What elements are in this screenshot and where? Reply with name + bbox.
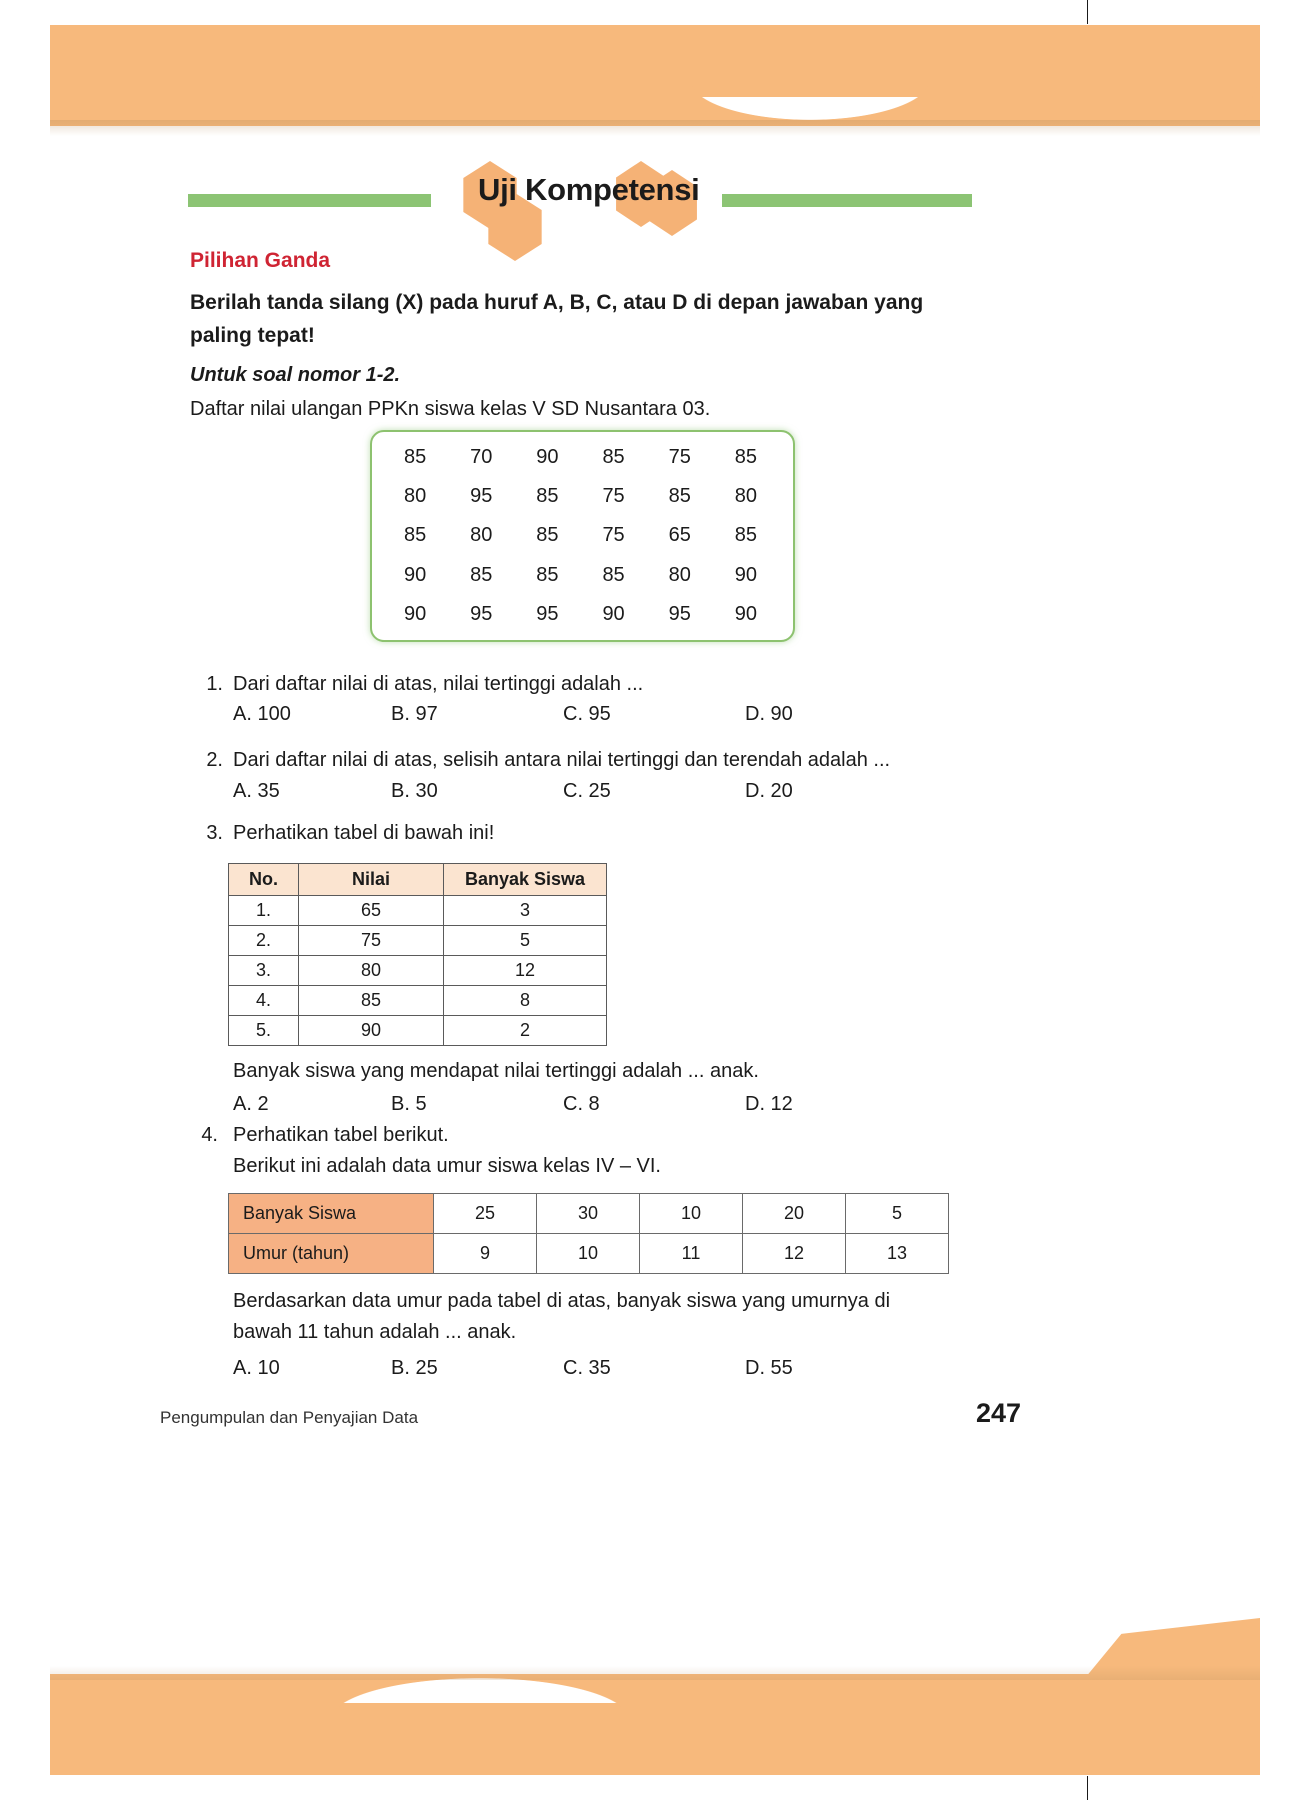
question-1-stem: Dari daftar nilai di atas, nilai tertinggi adalah ... — [233, 673, 644, 695]
question-2-option-b[interactable]: B. 30 — [391, 780, 438, 802]
score-cell: 70 — [470, 446, 493, 469]
question-4-followup-text: Berdasarkan data umur pada tabel di atas, banyak siswa yang umurnya di bawah 11 tahun adalah ... anak. — [233, 1290, 891, 1343]
question-3-stem: Perhatikan tabel di bawah ini! — [233, 822, 495, 844]
table-cell: 5. — [229, 1016, 299, 1046]
table-cell: 5 — [444, 926, 607, 956]
score-cell: 90 — [536, 446, 559, 469]
table-row — [229, 1016, 607, 1046]
question-3 — [195, 822, 995, 845]
question-4-stem: Perhatikan tabel berikut. — [233, 1124, 449, 1146]
question-4-number: 4. — [201, 1124, 218, 1146]
score-cell: 75 — [668, 446, 691, 469]
question-3-option-b[interactable]: B. 5 — [391, 1093, 427, 1115]
question-4-option-a[interactable]: A. 10 — [233, 1357, 280, 1379]
question-1-number: 1. — [206, 673, 223, 695]
score-cell: 85 — [734, 446, 758, 469]
data-caption: Daftar nilai ulangan PPKn siswa kelas V SD Nusantara 03. — [190, 398, 711, 420]
question-4-option-d[interactable]: D. 55 — [745, 1357, 793, 1379]
section-title-bar — [188, 160, 1088, 250]
table-nilai-header-no: No. — [229, 864, 299, 896]
table-cell: 20 — [743, 1194, 846, 1234]
table-cell: 2 — [444, 1016, 607, 1046]
table-row — [229, 1234, 949, 1274]
score-cell: 75 — [602, 485, 625, 508]
question-4 — [190, 1124, 990, 1147]
instruction-text: Berilah tanda silang (X) pada huruf A, B, C, atau D di depan jawaban yang paling tepat! — [190, 291, 924, 347]
score-cell: 85 — [536, 563, 559, 586]
bottom-band-shadow — [50, 1666, 1260, 1680]
table-row — [229, 926, 607, 956]
table-cell: 3. — [229, 956, 299, 986]
score-cell: 65 — [668, 524, 691, 547]
score-cell: 85 — [668, 485, 691, 508]
subsection-heading: Pilihan Ganda — [190, 249, 331, 272]
question-1-option-d[interactable]: D. 90 — [745, 703, 793, 725]
question-1 — [195, 673, 995, 696]
crop-mark-top-right — [1087, 0, 1088, 24]
score-cell: 90 — [734, 602, 758, 625]
footer-chapter-label: Pengumpulan dan Penyajian Data — [160, 1408, 419, 1427]
table-cell: 10 — [537, 1234, 640, 1274]
question-3-followup — [233, 1060, 1033, 1083]
table-cell: 4. — [229, 986, 299, 1016]
score-cell: 90 — [403, 563, 427, 586]
question-1-option-c[interactable]: C. 95 — [563, 703, 611, 725]
table-cell: 5 — [846, 1194, 949, 1234]
table-cell: 30 — [537, 1194, 640, 1234]
question-2-option-d[interactable]: D. 20 — [745, 780, 793, 802]
table-cell: 25 — [434, 1194, 537, 1234]
table-umur-rowlabel-banyak: Banyak Siswa — [229, 1194, 434, 1234]
question-1-option-a[interactable]: A. 100 — [233, 703, 291, 725]
score-cell: 80 — [403, 485, 427, 508]
crop-mark-bottom-right — [1087, 1776, 1088, 1800]
table-nilai-header-row — [229, 864, 607, 896]
score-cell: 95 — [536, 602, 559, 625]
score-cell: 85 — [602, 446, 625, 469]
table-cell: 9 — [434, 1234, 537, 1274]
question-4-option-b[interactable]: B. 25 — [391, 1357, 438, 1379]
table-cell: 2. — [229, 926, 299, 956]
table-cell: 12 — [444, 956, 607, 986]
question-3-option-a[interactable]: A. 2 — [233, 1093, 269, 1115]
score-cell: 80 — [470, 524, 493, 547]
score-cell: 90 — [403, 602, 427, 625]
question-3-followup-text: Banyak siswa yang mendapat nilai tertinggi adalah ... anak. — [233, 1060, 759, 1082]
table-row — [229, 1194, 949, 1234]
score-cell: 90 — [602, 602, 625, 625]
table-cell: 8 — [444, 986, 607, 1016]
question-4-substem — [233, 1155, 1033, 1178]
table-cell: 13 — [846, 1234, 949, 1274]
table-cell: 90 — [299, 1016, 444, 1046]
table-row — [229, 956, 607, 986]
page-number: 247 — [975, 1398, 1021, 1428]
table-cell: 80 — [299, 956, 444, 986]
score-cell: 95 — [470, 602, 493, 625]
table-umur-rowlabel-umur: Umur (tahun) — [229, 1234, 434, 1274]
page-title: Uji Kompetensi — [478, 172, 700, 207]
title-rule-right — [722, 194, 972, 207]
score-cell: 85 — [536, 524, 559, 547]
question-2-option-c[interactable]: C. 25 — [563, 780, 611, 802]
table-cell: 11 — [640, 1234, 743, 1274]
table-cell: 10 — [640, 1194, 743, 1234]
items-scope-note: Untuk soal nomor 1-2. — [190, 364, 401, 386]
question-1-option-b[interactable]: B. 97 — [391, 703, 438, 725]
bottom-band-corner — [1062, 1618, 1260, 1706]
table-cell: 75 — [299, 926, 444, 956]
question-2 — [195, 749, 995, 772]
score-cell: 85 — [602, 563, 625, 586]
table-row — [229, 986, 607, 1016]
table-nilai — [228, 863, 607, 1046]
question-2-stem: Dari daftar nilai di atas, selisih antara nilai tertinggi dan terendah adalah ... — [233, 749, 891, 771]
table-cell: 12 — [743, 1234, 846, 1274]
question-3-number: 3. — [206, 822, 223, 844]
score-cell: 85 — [403, 446, 427, 469]
question-2-option-a[interactable]: A. 35 — [233, 780, 280, 802]
question-4-followup — [233, 1286, 953, 1348]
score-cell: 85 — [536, 485, 559, 508]
question-2-number: 2. — [206, 749, 223, 771]
score-cell: 80 — [734, 485, 758, 508]
table-nilai-header-nilai: Nilai — [299, 864, 444, 896]
score-cell: 75 — [602, 524, 625, 547]
score-cell: 95 — [470, 485, 493, 508]
question-3-option-c[interactable]: C. 8 — [563, 1093, 600, 1115]
score-cell: 80 — [668, 563, 691, 586]
table-cell: 65 — [299, 896, 444, 926]
score-grid — [372, 432, 793, 640]
table-cell: 85 — [299, 986, 444, 1016]
top-band-shadow — [50, 120, 1260, 136]
score-data-box — [370, 430, 795, 642]
question-4-substem-text: Berikut ini adalah data umur siswa kelas IV – VI. — [233, 1155, 661, 1177]
title-rule-left — [188, 194, 431, 207]
table-row — [229, 896, 607, 926]
question-3-option-d[interactable]: D. 12 — [745, 1093, 793, 1115]
score-cell: 85 — [403, 524, 427, 547]
score-cell: 85 — [734, 524, 758, 547]
table-cell: 3 — [444, 896, 607, 926]
score-cell: 90 — [734, 563, 758, 586]
table-umur — [228, 1193, 949, 1274]
score-cell: 95 — [668, 602, 691, 625]
question-4-option-c[interactable]: C. 35 — [563, 1357, 611, 1379]
score-cell: 85 — [470, 563, 493, 586]
table-cell: 1. — [229, 896, 299, 926]
table-nilai-header-banyak: Banyak Siswa — [444, 864, 607, 896]
